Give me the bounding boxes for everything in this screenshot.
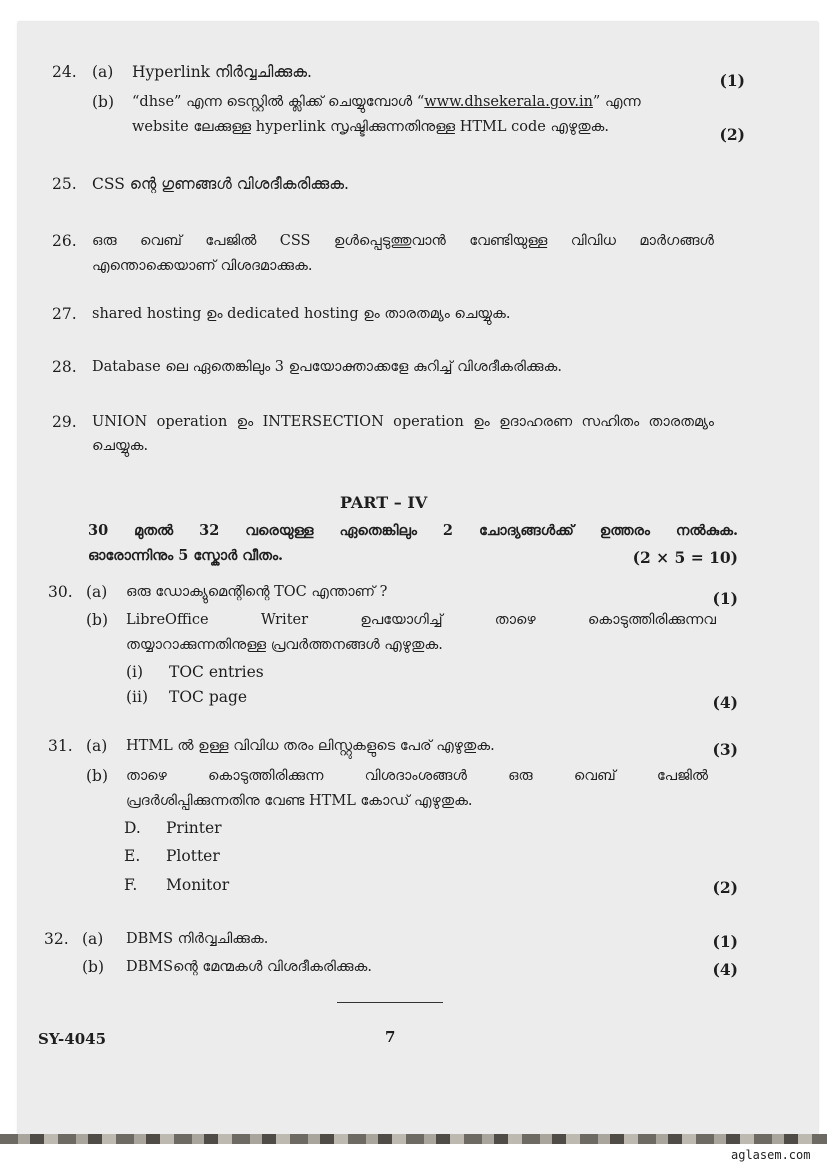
question-31: [48, 734, 738, 899]
end-rule: [337, 1002, 443, 1003]
question-text: Database ലെ ഏതെങ്കിലും 3 ഉപയോക്താക്കളേ കുറിച്ച് വിശദീകരിക്കുക.: [92, 359, 562, 375]
url-link: www.dhsekerala.gov.in: [424, 94, 593, 110]
sub-label: (b): [86, 611, 109, 629]
question-text: UNION operation ഉം INTERSECTION operation ഉം ഉദാഹരണ സഹിതം താരതമ്യം: [92, 414, 714, 430]
question-text: ചെയ്യുക.: [92, 438, 149, 454]
marks: (2 × 5 = 10): [632, 548, 738, 567]
question-number: 29.: [52, 413, 77, 431]
question-text: എന്തൊക്കെയാണ് വിശദമാക്കുക.: [92, 258, 313, 274]
sub-label: (a): [82, 930, 104, 948]
sub-label: (b): [92, 93, 115, 111]
question-number: 25.: [52, 175, 77, 193]
list-item: TOC entries: [169, 663, 264, 681]
question-text: shared hosting ഉം dedicated hosting ഉം താരതമ്യം ചെയ്യുക.: [92, 306, 511, 322]
question-text: ഒരു ഡോക്യുമെന്റിന്റെ TOC എന്താണ് ?: [126, 584, 388, 600]
list-item: Printer: [166, 819, 222, 837]
question-text: ഒരു വെബ് പേജിൽ CSS ഉൾപ്പെടുത്തുവാൻ വേണ്ടിയുള്ള വിവിധ മാർഗങ്ങൾ: [92, 233, 714, 249]
question-30: [48, 580, 738, 715]
marks: (2): [719, 125, 745, 144]
question-text: CSS ന്റെ ഗുണങ്ങൾ വിശദീകരിക്കുക.: [92, 175, 349, 193]
question-number: 28.: [52, 358, 77, 376]
list-label: D.: [124, 819, 141, 837]
marks: (1): [712, 932, 738, 951]
marks: (4): [712, 960, 738, 979]
paper-code: SY-4045: [38, 1030, 107, 1048]
text-part: “dhse” എന്ന ടെസ്റ്റിൽ ക്ലിക്ക് ചെയ്യുമ്പോൾ “: [132, 94, 425, 110]
marks: (1): [719, 71, 745, 90]
question-text: താഴെ കൊടുത്തിരിക്കുന്ന വിശദാംശങ്ങൾ ഒരു വെബ് പേജിൽ: [126, 768, 708, 784]
question-text: [132, 90, 716, 115]
watermark: aglasem.com: [731, 1148, 811, 1162]
question-text: LibreOffice Writer ഉപയോഗിച്ച് താഴെ കൊടുത്തിരിക്കുന്നവ: [126, 612, 716, 628]
question-text: Hyperlink നിർവ്വചിക്കുക.: [132, 63, 312, 81]
list-item: TOC page: [169, 688, 248, 706]
marks: (4): [712, 693, 738, 712]
list-item: Monitor: [166, 876, 230, 894]
question-number: 32.: [44, 930, 69, 948]
question-text: തയ്യാറാക്കുന്നതിനുള്ള പ്രവർത്തനങ്ങൾ എഴുതുക.: [126, 637, 443, 653]
sub-label: (a): [92, 63, 114, 81]
list-label: E.: [124, 847, 141, 865]
question-32: [44, 927, 738, 983]
marks: (2): [712, 878, 738, 897]
text-part: ” എന്ന: [592, 94, 641, 110]
list-label: F.: [124, 876, 138, 894]
question-number: 26.: [52, 232, 77, 250]
photo-bottom-strip: [0, 1134, 827, 1144]
page-number: 7: [385, 1028, 396, 1046]
question-text: website ലേക്കുള്ള hyperlink സൃഷ്ടിക്കുന്നതിനുള്ള HTML code എഴുതുക.: [132, 119, 609, 135]
question-number: 24.: [52, 63, 77, 81]
list-label: (i): [126, 663, 144, 681]
marks: (3): [712, 740, 738, 759]
question-number: 30.: [48, 583, 73, 601]
sub-label: (a): [86, 583, 108, 601]
question-text: DBMSന്റെ മേന്മകൾ വിശദീകരിക്കുക.: [126, 959, 372, 975]
sub-label: (b): [86, 767, 109, 785]
question-26: [52, 229, 745, 281]
question-24: [52, 60, 745, 150]
marks: (1): [712, 589, 738, 608]
question-27: [52, 302, 745, 328]
question-29: [52, 410, 745, 462]
list-item: Plotter: [166, 847, 220, 865]
instruction-text: 30 മുതൽ 32 വരെയുള്ള ഏതെങ്കിലും 2 ചോദ്യങ്ങൾക്ക് ഉത്തരം നൽകുക.: [88, 522, 738, 539]
question-text: DBMS നിർവ്വചിക്കുക.: [126, 931, 269, 947]
question-25: [52, 172, 745, 198]
question-28: [52, 355, 745, 381]
sub-label: (b): [82, 958, 105, 976]
instruction-text: ഓരോന്നിനും 5 സ്കോർ വീതം.: [88, 547, 284, 564]
question-text: HTML ൽ ഉള്ള വിവിധ തരം ലിസ്റ്റുകളുടെ പേര് എഴുതുക.: [126, 738, 495, 754]
sub-label: (a): [86, 737, 108, 755]
part-heading: PART – IV: [340, 493, 428, 512]
list-label: (ii): [126, 688, 149, 706]
question-text: പ്രദർശിപ്പിക്കുന്നതിനു വേണ്ട HTML കോഡ് എഴുതുക.: [126, 793, 473, 809]
question-number: 27.: [52, 305, 77, 323]
part-instructions: [88, 518, 738, 570]
question-number: 31.: [48, 737, 73, 755]
